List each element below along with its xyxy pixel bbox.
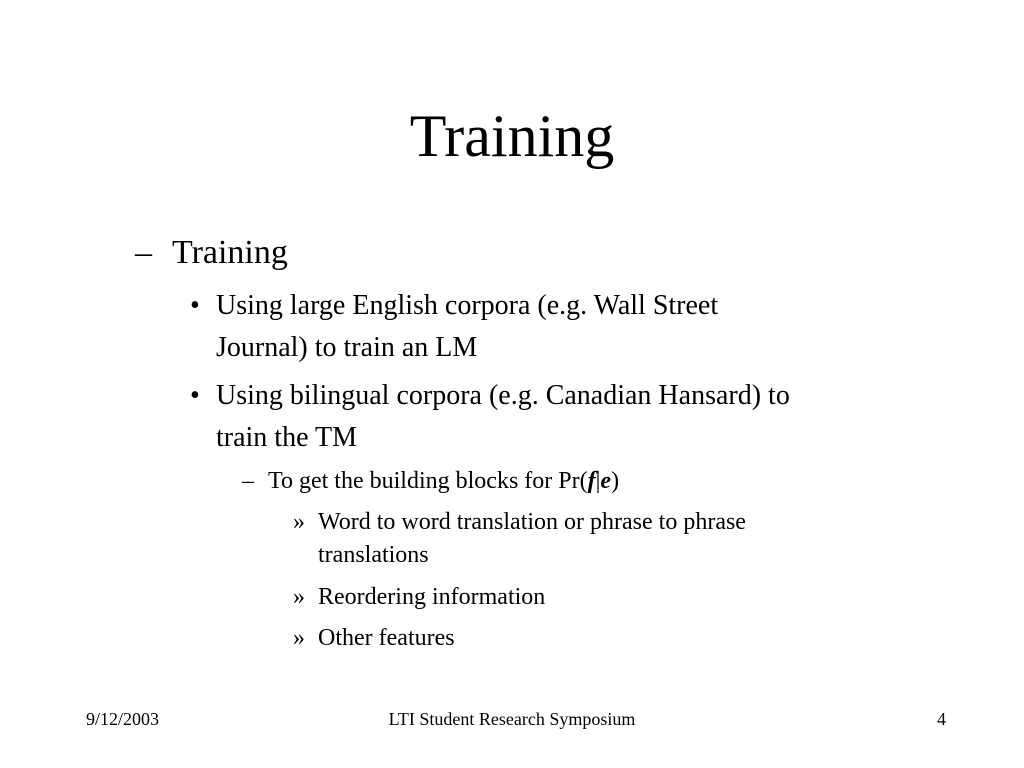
level3-text	[268, 465, 619, 497]
formula-f: f	[587, 468, 596, 494]
bullet-marker: •	[190, 380, 200, 411]
sub-item-marker: »	[293, 509, 305, 535]
sub-item-text-line: Reordering information	[318, 584, 546, 610]
slide-title: Training	[409, 103, 615, 169]
level3-dash-marker: –	[242, 468, 254, 494]
sub-item-marker: »	[293, 584, 305, 610]
sub-item-text-line: Word to word translation or phrase to phrase	[318, 509, 746, 535]
sub-item-text-line: Other features	[318, 625, 455, 651]
bullet-text-line: train the TM	[216, 422, 358, 453]
formula-bar: |	[595, 468, 601, 494]
level1-heading: Training	[172, 234, 288, 271]
bullet-text-line: Journal) to train an LM	[216, 332, 478, 363]
footer-event-title: LTI Student Research Symposium	[388, 709, 636, 729]
sub-item-marker: »	[293, 625, 305, 651]
footer-page-number: 4	[937, 709, 946, 729]
bullet-text-line: Using bilingual corpora (e.g. Canadian Hansard) to	[216, 380, 790, 411]
footer-date: 9/12/2003	[86, 709, 160, 729]
bullet-text-line: Using large English corpora (e.g. Wall Street	[216, 290, 719, 321]
level3-text-suffix: )	[611, 468, 620, 494]
level1-dash-marker: –	[135, 234, 152, 271]
level3-text-prefix: To get the building blocks for Pr(	[268, 468, 588, 494]
formula-e: e	[600, 468, 612, 494]
bullet-marker: •	[190, 290, 200, 321]
sub-item-text-line: translations	[318, 542, 429, 568]
